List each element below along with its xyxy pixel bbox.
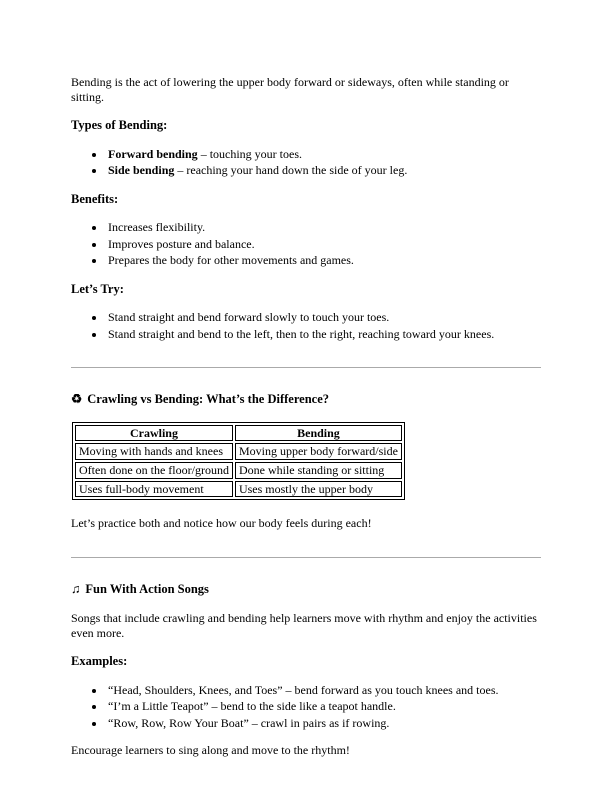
compare-table xyxy=(72,422,405,501)
examples-list xyxy=(71,683,541,731)
table-row xyxy=(75,481,402,498)
table-cell: Uses mostly the upper body xyxy=(235,481,402,498)
list-item: • Stand straight and bend forward slowly to touch your toes. xyxy=(106,310,541,325)
compare-section-heading xyxy=(71,392,541,407)
closing-paragraph: Encourage learners to sing along and move to the rhythm! xyxy=(71,743,350,758)
list-item-text: – reaching your hand down the side of your leg. xyxy=(174,163,408,178)
list-item-text: – touching your toes. xyxy=(197,146,303,161)
list-item-lead: Side bending xyxy=(108,163,175,178)
table-cell: Uses full-body movement xyxy=(75,481,233,498)
lets-try-heading: Let’s Try: xyxy=(71,281,124,296)
list-item: • “Head, Shoulders, Knees, and Toes” – bend forward as you touch knees and toes. xyxy=(106,683,541,698)
benefits-list xyxy=(71,220,541,268)
table-header-cell: Bending xyxy=(235,425,402,442)
recycle-icon: ♻ xyxy=(71,392,83,407)
table-cell: Often done on the floor/ground xyxy=(75,462,233,479)
list-item-lead: Forward bending xyxy=(108,146,198,161)
table-cell: Moving upper body forward/side xyxy=(235,443,402,460)
practice-note: Let’s practice both and notice how our body feels during each! xyxy=(71,516,372,531)
table-cell: Moving with hands and knees xyxy=(75,443,233,460)
lets-try-list xyxy=(71,310,541,341)
table-header-cell: Crawling xyxy=(75,425,233,442)
songs-heading-text: Fun With Action Songs xyxy=(85,581,209,596)
list-item: • Improves posture and balance. xyxy=(106,237,541,252)
benefits-heading: Benefits: xyxy=(71,191,119,206)
list-item xyxy=(106,147,541,162)
table-cell: Done while standing or sitting xyxy=(235,462,402,479)
music-notes-icon: ♫ xyxy=(71,581,81,596)
songs-intro-paragraph: Songs that include crawling and bending help learners move with rhythm and enjoy the activities even more. xyxy=(71,611,537,640)
songs-section-heading xyxy=(71,582,541,597)
list-item xyxy=(106,163,541,178)
list-item: • Increases flexibility. xyxy=(106,220,541,235)
list-item: • “Row, Row, Row Your Boat” – crawl in pairs as if rowing. xyxy=(106,716,541,731)
table-row xyxy=(75,462,402,479)
table-row xyxy=(75,443,402,460)
list-item: • Stand straight and bend to the left, then to the right, reaching toward your knees. xyxy=(106,327,541,342)
intro-paragraph: Bending is the act of lowering the upper body forward or sideways, often while standing or sitting. xyxy=(71,75,509,104)
section-divider xyxy=(71,557,541,558)
section-divider xyxy=(71,367,541,368)
compare-heading-text: Crawling vs Bending: What’s the Difference? xyxy=(87,392,329,407)
examples-heading: Examples: xyxy=(71,654,128,669)
list-item: • Prepares the body for other movements and games. xyxy=(106,253,541,268)
list-item: • “I’m a Little Teapot” – bend to the side like a teapot handle. xyxy=(106,699,541,714)
types-list xyxy=(71,147,541,178)
table-header-row xyxy=(75,425,402,442)
types-heading: Types of Bending: xyxy=(71,118,168,133)
